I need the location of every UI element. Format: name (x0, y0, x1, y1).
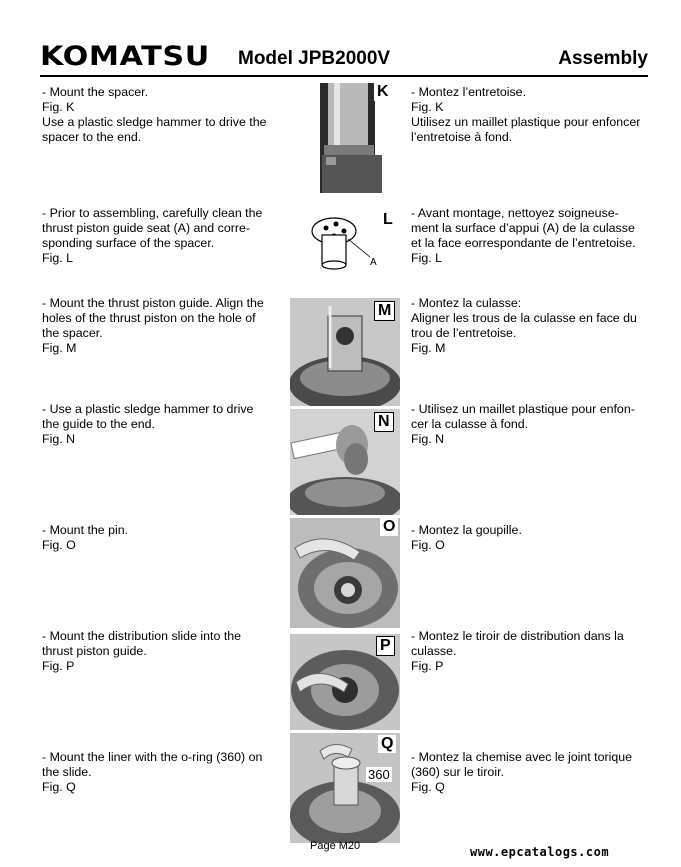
step-q-french: - Montez la chemise avec le joint torique (360) sur le tiroir. Fig. Q (411, 750, 633, 794)
model-title: Model JPB2000V (238, 48, 391, 69)
step-n-english: - Use a plastic sledge hammer to drive the guide to the end. Fig. N (42, 402, 254, 446)
section-title: Assembly (558, 48, 648, 69)
komatsu-logo: KOMATSU (40, 41, 210, 72)
step-l-french: - Avant montage, nettoyez soigneuse- ment la surface d’appui (A) de la culasse et la face eorrespondante de l’entretoise. Fig. L (411, 206, 636, 265)
page-header (40, 42, 648, 74)
step-m-french: - Montez la culasse: Aligner les trous de la culasse en face du trou de l’entretoise. Fig. M (411, 296, 637, 355)
figure-p-label: P (376, 636, 395, 656)
figure-l-label: L (380, 211, 396, 229)
step-k-english: - Mount the spacer. Fig. K Use a plastic sledge hammer to drive the spacer to the end. (42, 85, 267, 144)
step-o-english: - Mount the pin. Fig. O (42, 523, 129, 552)
step-m-english: - Mount the thrust piston guide. Align the holes of the thrust piston on the hole of the spacer. Fig. M (42, 296, 264, 355)
figure-p (290, 634, 400, 730)
callout-a-label: A (370, 257, 377, 268)
page-number: Page M20 (310, 840, 361, 852)
callout-360-label: 360 (368, 767, 390, 782)
step-l-english: - Prior to assembling, carefully clean the thrust piston guide seat (A) and corre- sponding surface of the spacer. Fig. L (42, 206, 263, 265)
step-n-french: - Utilisez un maillet plastique pour enfon- cer la culasse à fond. Fig. N (411, 402, 635, 446)
figure-q-label: Q (378, 735, 396, 753)
header-rule (40, 75, 648, 77)
figure-n-label: N (374, 412, 394, 432)
figure-q (290, 733, 400, 843)
figure-n (290, 409, 400, 515)
figure-k (290, 83, 400, 193)
figure-m (290, 298, 400, 406)
watermark-site: www.epcatalogs.com (470, 845, 610, 859)
figure-m-label: M (374, 301, 395, 321)
figure-l (290, 205, 400, 275)
step-p-french: - Montez le tiroir de distribution dans la culasse. Fig. P (411, 629, 624, 673)
step-k-french: - Montez l’entretoise. Fig. K Utilisez un maillet plastique pour enfoncer l’entretoise à fond. (411, 85, 641, 144)
figure-o-label: O (380, 518, 398, 536)
step-o-french: - Montez la goupille. Fig. O (411, 523, 522, 552)
step-p-english: - Mount the distribution slide into the thrust piston guide. Fig. P (42, 629, 242, 673)
figure-k-label: K (374, 83, 392, 101)
step-q-english: - Mount the liner with the o-ring (360) on the slide. Fig. Q (42, 750, 263, 794)
figure-o (290, 518, 400, 628)
